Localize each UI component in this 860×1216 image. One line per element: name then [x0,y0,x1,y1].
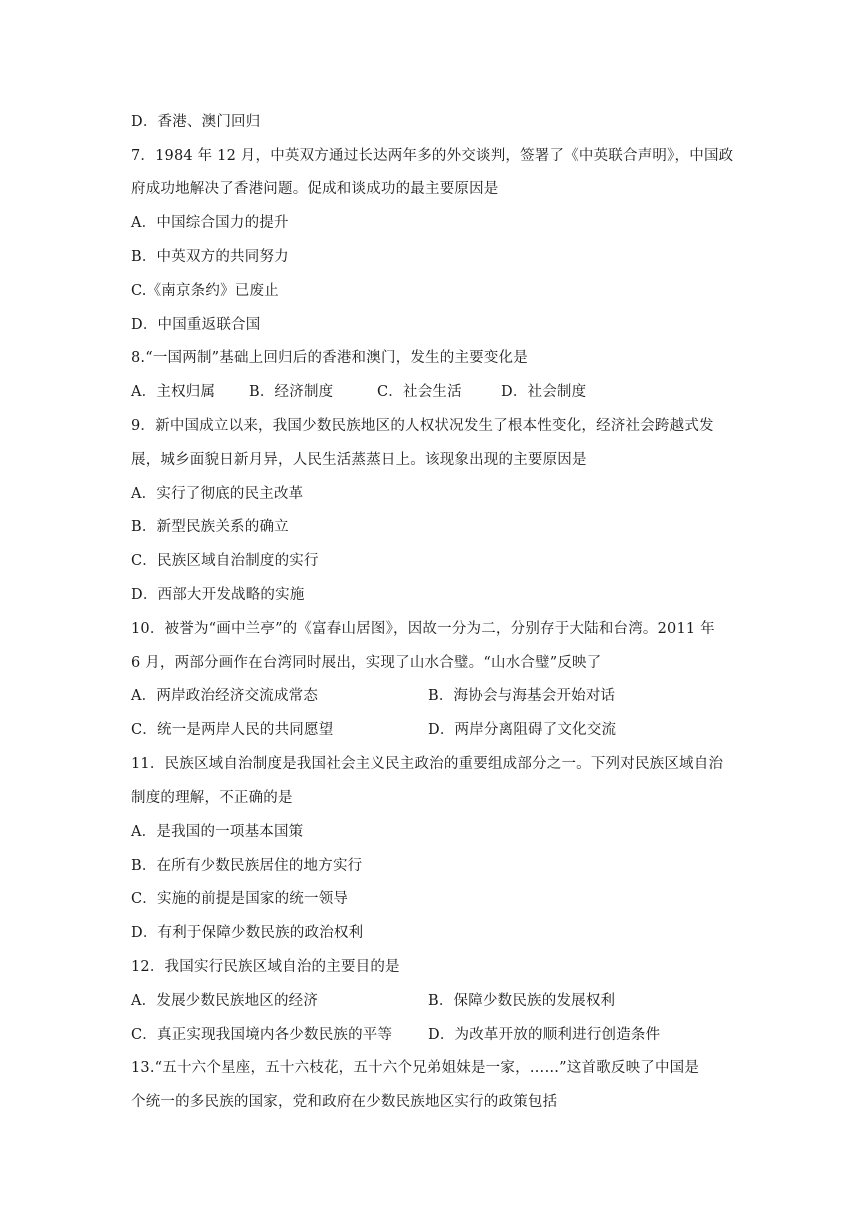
q11-option-b: B．在所有少数民族居住的地方实行 [131,858,363,874]
q9-option-d: D．西部大开发战略的实施 [131,587,305,603]
question-9-text-cont: 展，城乡面貌日新月异，人民生活蒸蒸日上。该现象出现的主要原因是 [131,452,587,468]
question-8-text: 8.“一国两制”基础上回归后的香港和澳门，发生的主要变化是 [131,350,528,366]
question-7-text: 7．1984 年 12 月，中英双方通过长达两年多的外交谈判，签署了《中英联合声明》，中国政 [131,148,734,164]
q8-option-a: A．主权归属 [131,384,216,400]
question-12-text: 12．我国实行民族区域自治的主要目的是 [131,959,400,975]
q12-option-a: A．发展少数民族地区的经济 [131,993,319,1009]
question-9-text: 9．新中国成立以来，我国少数民族地区的人权状况发生了根本性变化，经济社会跨越式发 [131,418,714,434]
q7-option-d: D．中国重返联合国 [131,317,261,333]
q9-option-a: A．实行了彻底的民主改革 [131,486,304,502]
question-13-text: 13.“五十六个星座，五十六枝花，五十六个兄弟姐妹是一家，……”这首歌反映了中国是 [131,1060,700,1076]
q7-option-c: C.《南京条约》已废止 [131,283,279,299]
q11-option-d: D．有利于保障少数民族的政治权利 [131,925,364,941]
question-7-text-cont: 府成功地解决了香港问题。促成和谈成功的最主要原因是 [131,181,499,197]
q10-option-b: B．海协会与海基会开始对话 [428,688,616,704]
q7-option-a: A．中国综合国力的提升 [131,215,289,231]
q10-option-a: A．两岸政治经济交流成常态 [131,688,319,704]
q8-option-c: C．社会生活 [377,384,462,400]
q7-option-b: B．中英双方的共同努力 [131,249,289,265]
q10-option-c: C．统一是两岸人民的共同愿望 [131,722,334,738]
q10-option-d: D．两岸分离阻碍了文化交流 [428,722,617,738]
q8-option-b: B．经济制度 [249,384,334,400]
q9-option-c: C．民族区域自治制度的实行 [131,553,319,569]
q11-option-a: A．是我国的一项基本国策 [131,824,304,840]
q12-option-d: D．为改革开放的顺利进行创造条件 [428,1027,661,1043]
q12-option-c: C．真正实现我国境内各少数民族的平等 [131,1027,393,1043]
q9-option-b: B．新型民族关系的确立 [131,519,289,535]
question-11-text: 11．民族区域自治制度是我国社会主义民主政治的重要组成部分之一。下列对民族区域自治 [131,756,724,772]
q8-option-d: D．社会制度 [501,384,587,400]
q11-option-c: C．实施的前提是国家的统一领导 [131,891,349,907]
q6-option-d: D．香港、澳门回归 [131,114,261,130]
question-10-text: 10．被誉为“画中兰亭”的《富春山居图》，因故一分为二，分别存于大陆和台湾。2011 年 [131,621,715,637]
question-10-text-cont: 6 月，两部分画作在台湾同时展出，实现了山水合璧。“山水合璧”反映了 [131,655,602,671]
question-13-text-cont: 个统一的多民族的国家，党和政府在少数民族地区实行的政策包括 [131,1094,558,1110]
question-11-text-cont: 制度的理解，不正确的是 [131,790,293,806]
q12-option-b: B．保障少数民族的发展权利 [428,993,616,1009]
